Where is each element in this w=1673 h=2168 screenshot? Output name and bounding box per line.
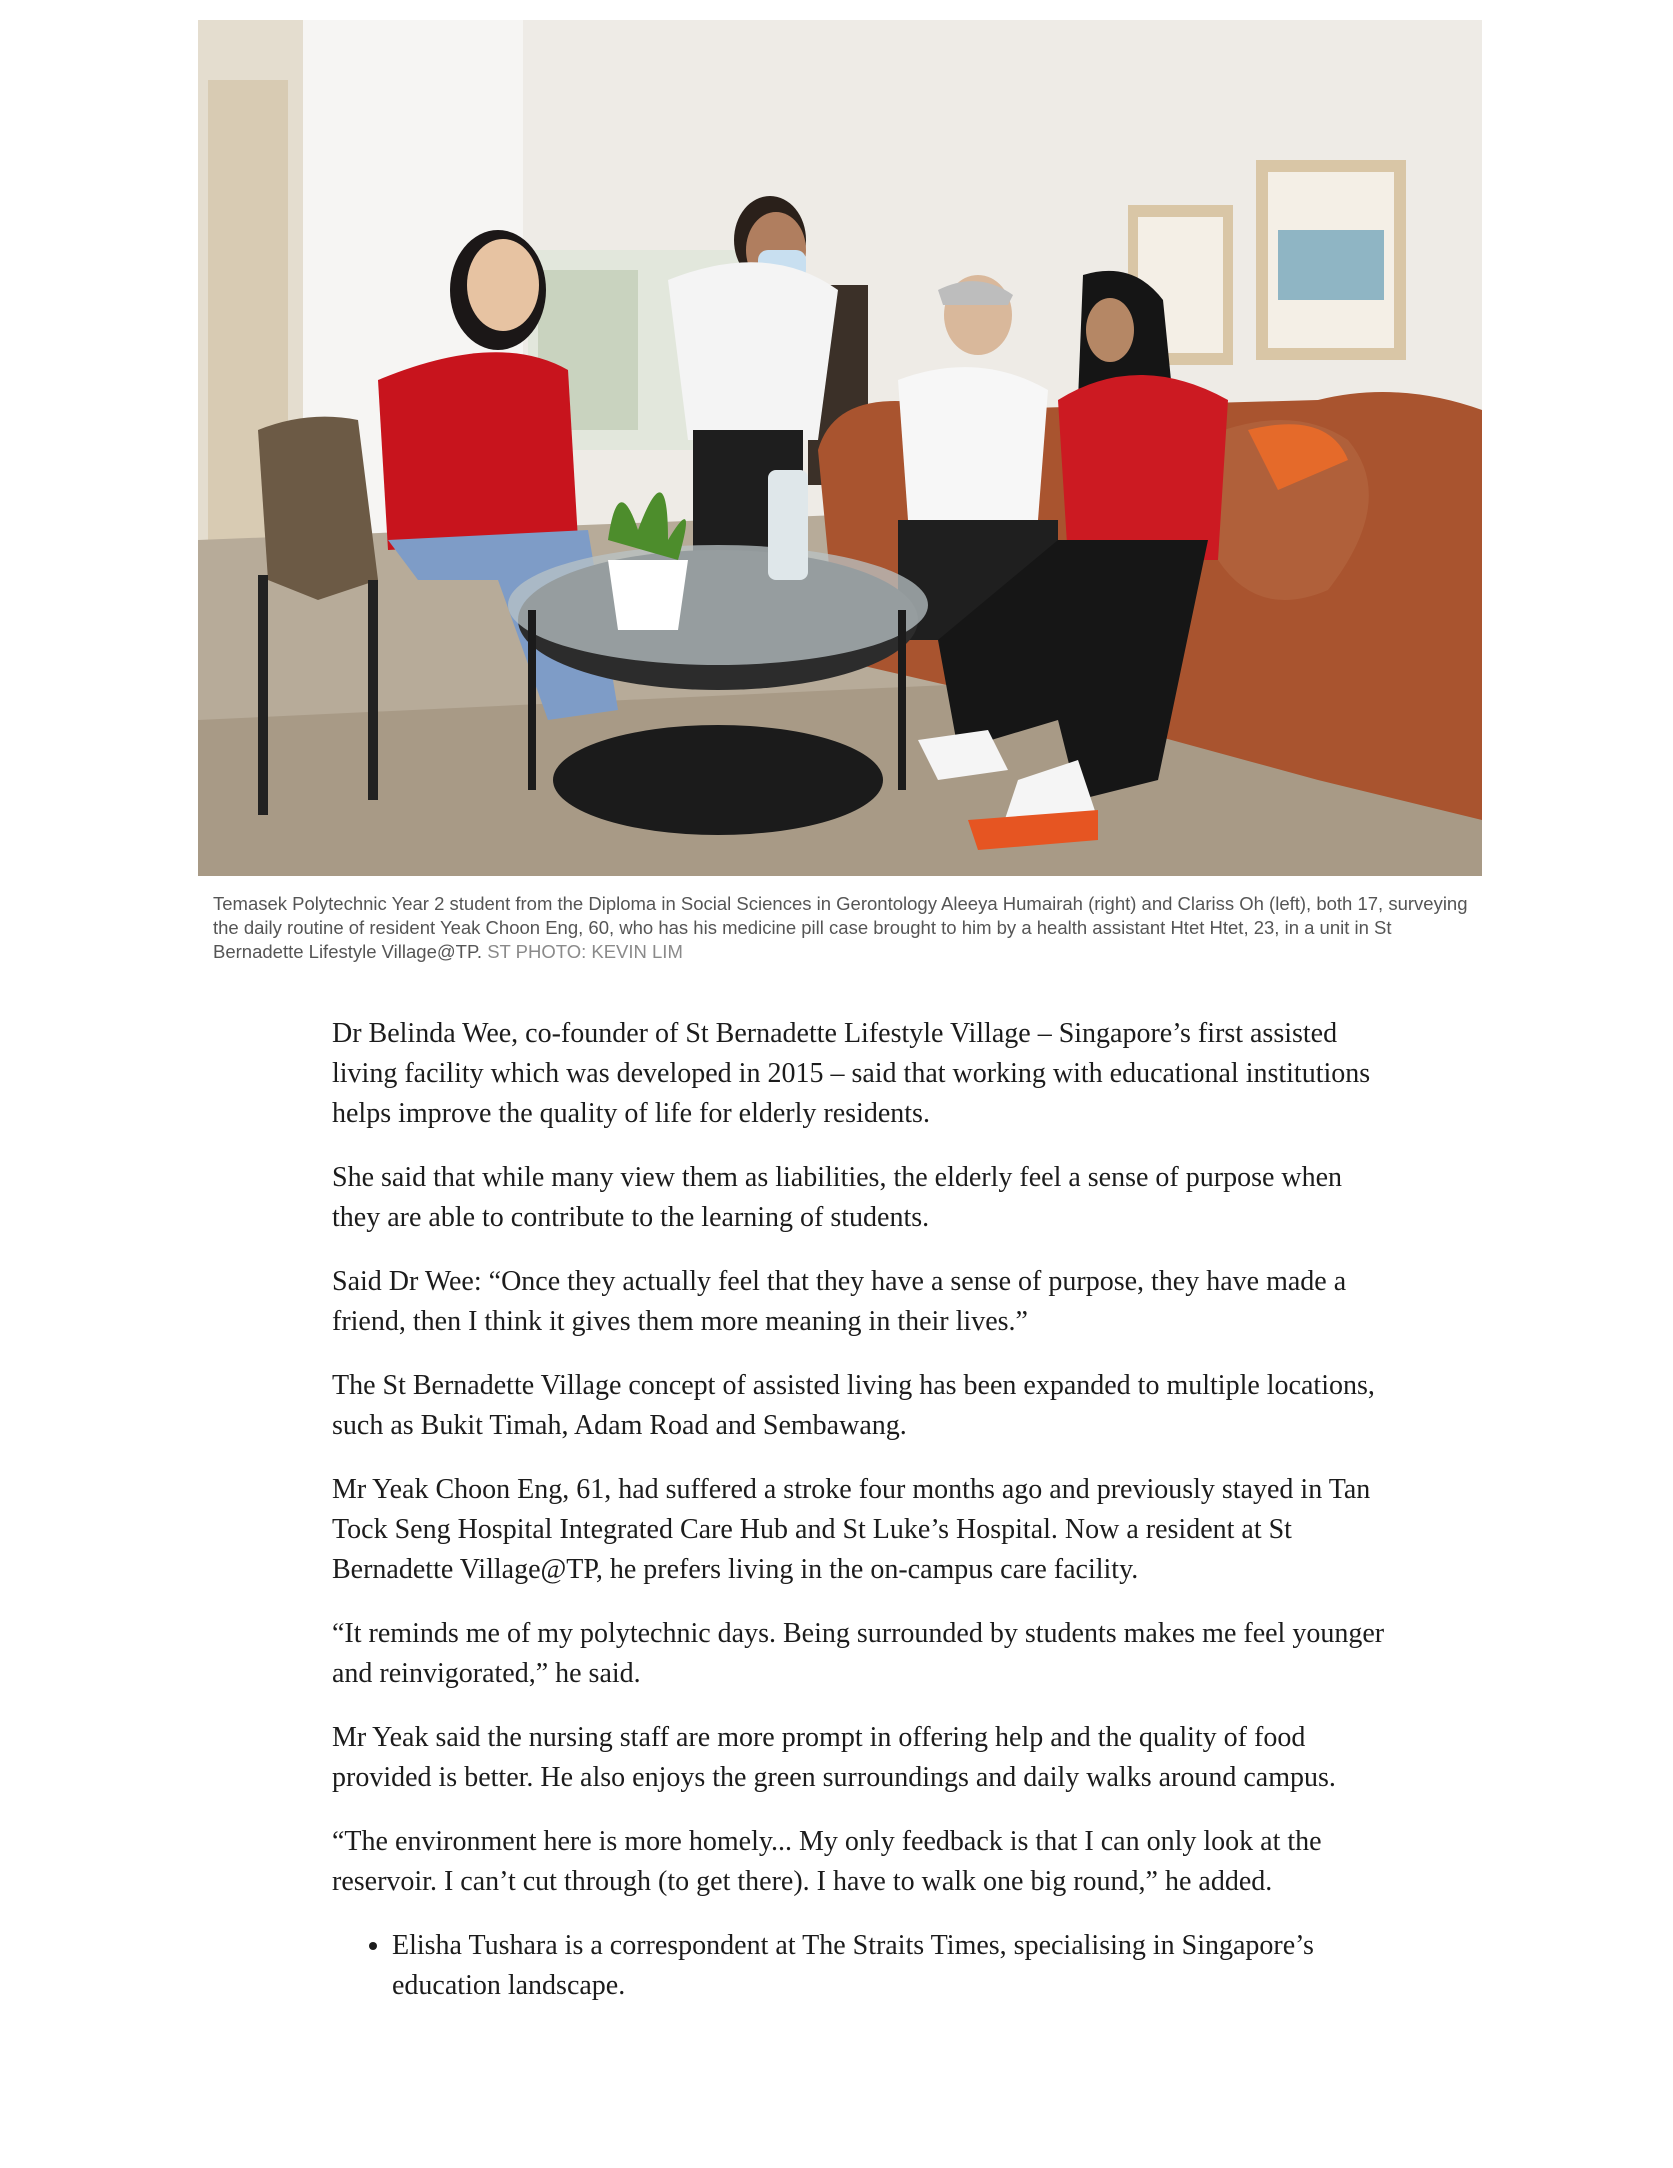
paragraph: Mr Yeak said the nursing staff are more prompt in offering help and the quality of food provided is better. He also enjoys the green surroundings and daily walks around campus. [332, 1722, 1336, 1793]
paragraph: “It reminds me of my polytechnic days. Being surrounded by students makes me feel younger and reinvigorated,” he said. [332, 1618, 1385, 1689]
paragraph: She said that while many view them as liabilities, the elderly feel a sense of purpose when they are able to contribute to the learning of students. [332, 1162, 1343, 1233]
paragraph: Said Dr Wee: “Once they actually feel that they have a sense of purpose, they have made a friend, then I think it gives them more meaning in their lives.” [332, 1266, 1347, 1337]
article-photo [198, 20, 1482, 876]
photo-credit: ST PHOTO: KEVIN LIM [487, 941, 683, 962]
paragraph: The St Bernadette Village concept of assisted living has been expanded to multiple locations, such as Bukit Timah, Adam Road and Sembawang. [332, 1370, 1375, 1441]
article-body [332, 1014, 1392, 2006]
paragraph: “The environment here is more homely... My only feedback is that I can only look at the reservoir. I can’t cut through (to get there). I have to walk one big round,” he added. [332, 1826, 1322, 1897]
paragraph: Dr Belinda Wee, co-founder of St Bernadette Lifestyle Village – Singapore’s first assisted living facility which was developed in 2015 – said that working with educational institutions helps improve the quality of life for elderly residents. [332, 1018, 1371, 1129]
photo-caption [213, 892, 1478, 964]
author-note-list [332, 1926, 1392, 2006]
author-note: • Elisha Tushara is a correspondent at The Straits Times, specialising in Singapore’s education landscape. [392, 1926, 1392, 2006]
paragraph: Mr Yeak Choon Eng, 61, had suffered a stroke four months ago and previously stayed in Tan Tock Seng Hospital Integrated Care Hub and St Luke’s Hospital. Now a resident at St Bernadette Village@TP, he prefers living in the on-campus care facility. [332, 1474, 1371, 1585]
photo-image [198, 20, 1482, 876]
caption-text: Temasek Polytechnic Year 2 student from the Diploma in Social Sciences in Gerontology Aleeya Humairah (right) and Clariss Oh (left), both 17, surveying the daily routine of resident Yeak Choon Eng, 60, who has his medicine pill case brought to him by a health assistant Htet Htet, 23, in a unit in St Bernadette Lifestyle Village@TP. [213, 893, 1468, 962]
